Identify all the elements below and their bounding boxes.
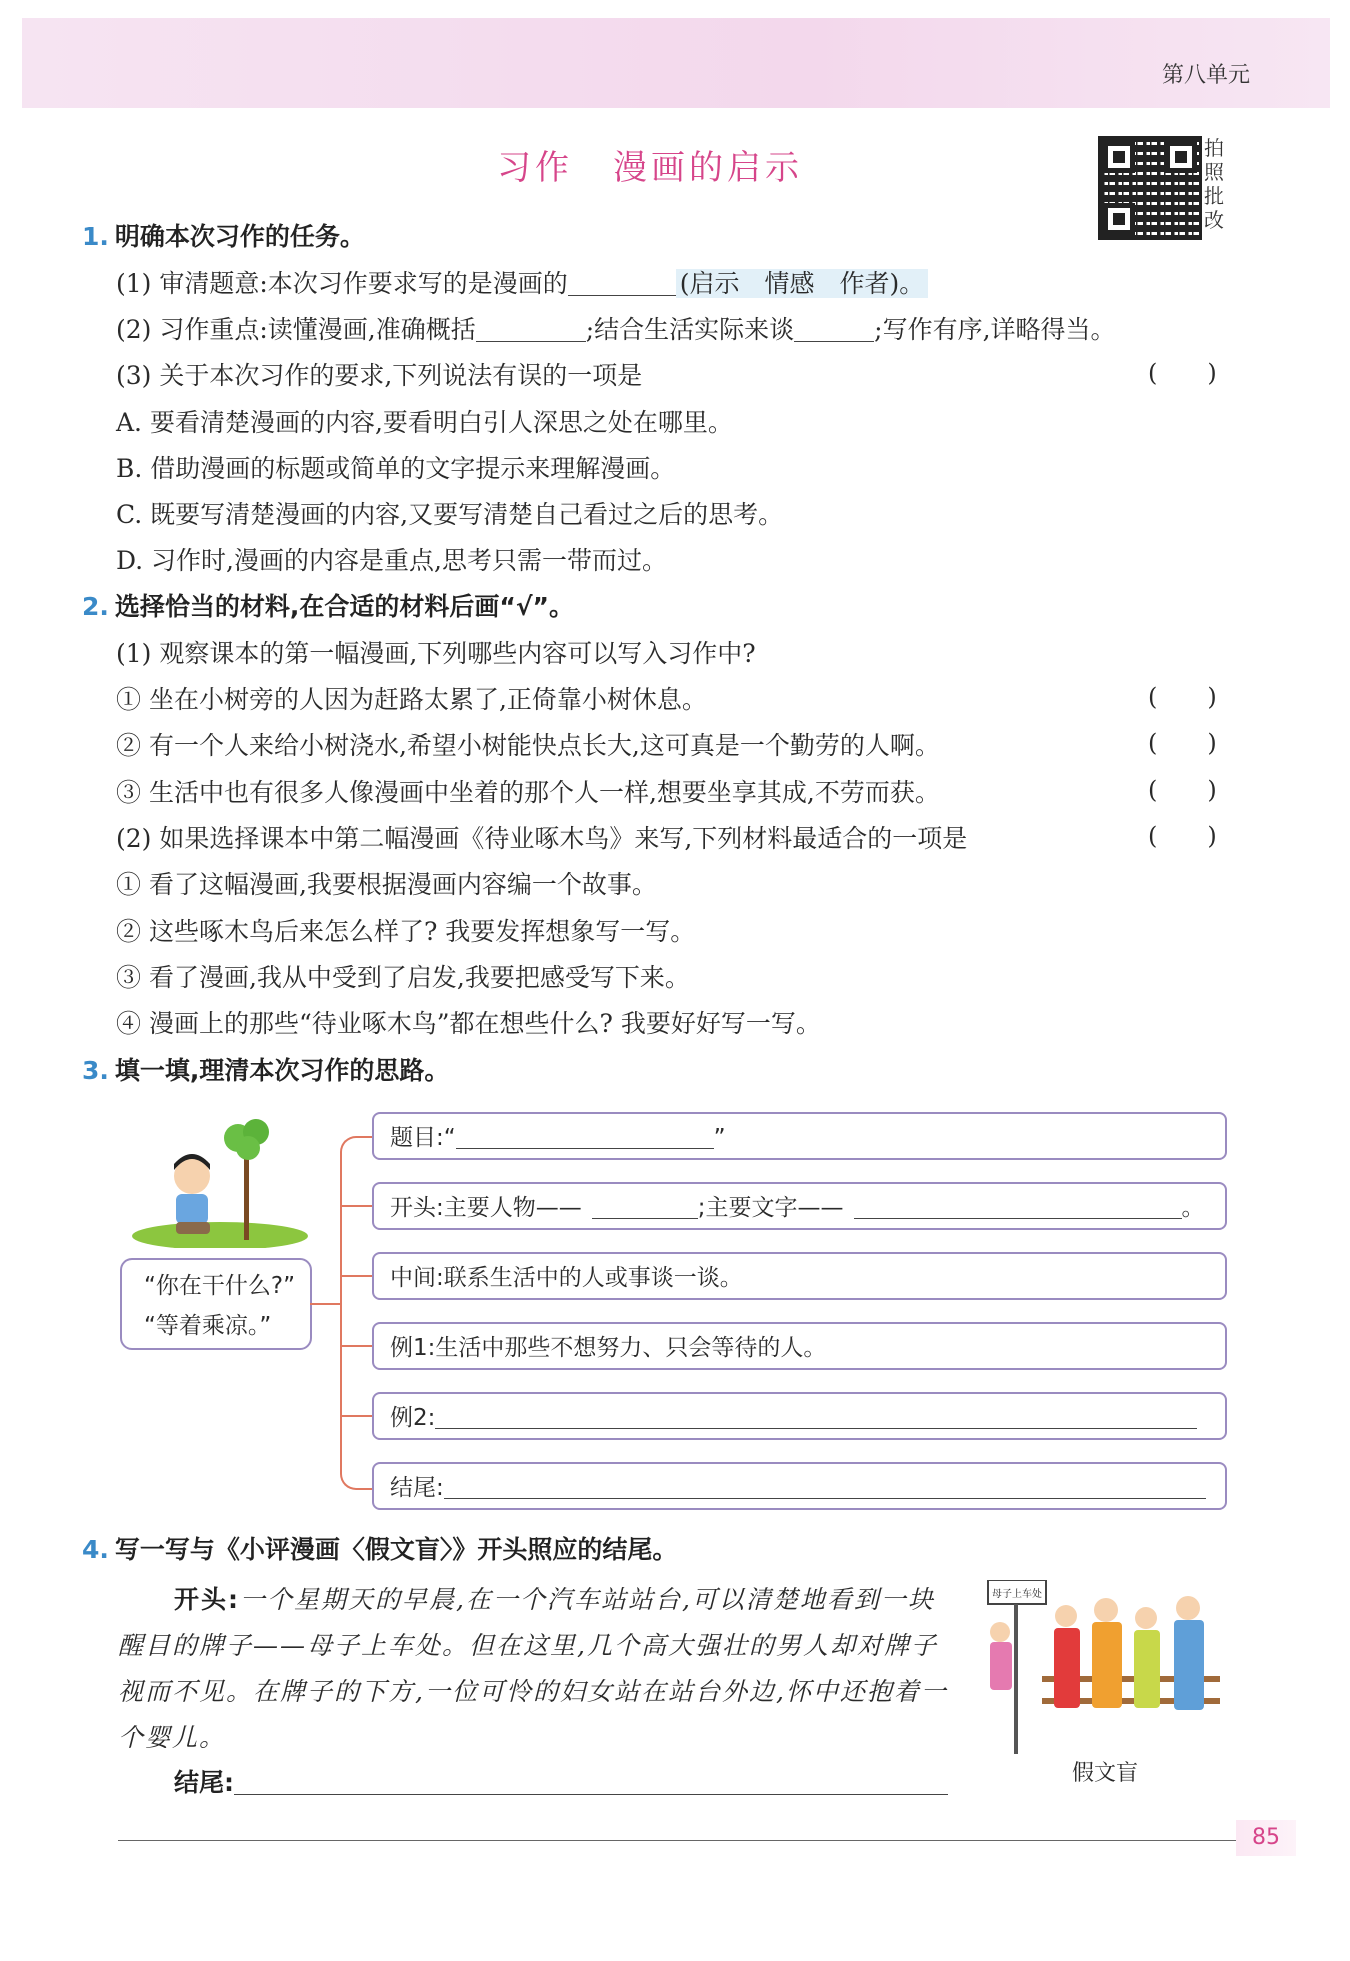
q1-s3-answer-paren[interactable]: ( ) xyxy=(1148,359,1217,387)
q1-s2-blank2[interactable] xyxy=(794,315,874,342)
q1-number: 1. xyxy=(82,222,109,251)
qr-label: 拍 照 批 改 xyxy=(1204,136,1224,232)
q2-s1: (1) 观察课本的第一幅漫画,下列哪些内容可以写入习作中? xyxy=(116,639,756,668)
q1-s2: (2) 习作重点:读懂漫画,准确概括 ;结合生活实际来谈 ;写作有序,详略得当。 xyxy=(116,315,1116,344)
q4-opening-label: 开头: xyxy=(174,1585,240,1614)
mindmap-brace xyxy=(340,1136,374,1490)
header-band xyxy=(22,18,1330,108)
main-text-blank[interactable] xyxy=(854,1192,1182,1219)
outline-box-ending: 结尾: xyxy=(372,1462,1227,1510)
mindmap-stem xyxy=(310,1303,342,1305)
outline-box-title: 题目:“ ” xyxy=(372,1112,1227,1160)
outline-box-opening: 开头:主要人物—— ;主要文字—— 。 xyxy=(372,1182,1227,1230)
q2-s2-item1: ① 看了这幅漫画,我要根据漫画内容编一个故事。 xyxy=(116,870,657,899)
q2-s1-item2-paren[interactable]: ( ) xyxy=(1148,729,1217,757)
q1-s2-blank1[interactable] xyxy=(476,315,586,342)
q4-number: 4. xyxy=(82,1535,109,1564)
q2-s1-item1-paren[interactable]: ( ) xyxy=(1148,683,1217,711)
q2-s2-item4: ④ 漫画上的那些“待业啄木鸟”都在想些什么? 我要好好写一写。 xyxy=(116,1009,821,1038)
sign-text: 母子上车处 xyxy=(992,1589,1042,1600)
q4-heading: 4. 写一写与《小评漫画〈假文盲〉》开头照应的结尾。 xyxy=(82,1535,678,1564)
qr-code-icon[interactable] xyxy=(1098,136,1202,240)
title-blank[interactable] xyxy=(456,1122,714,1149)
speech-line2: “等着乘凉。” xyxy=(144,1313,272,1339)
title-part1: 习作 xyxy=(497,148,573,188)
q1-s1: (1) 审清题意:本次习作要求写的是漫画的 (启示 情感 作者)。 xyxy=(116,267,928,301)
speech-bubble xyxy=(120,1258,312,1350)
q1-option-c: C. 既要写清楚漫画的内容,又要写清楚自己看过之后的思考。 xyxy=(116,500,784,529)
q1-option-a: A. 要看清楚漫画的内容,要看明白引人深思之处在哪里。 xyxy=(116,408,733,437)
q2-s1-item3: ③ 生活中也有很多人像漫画中坐着的那个人一样,想要坐享其成,不劳而获。 xyxy=(116,778,940,807)
q3-number: 3. xyxy=(82,1056,109,1085)
cartoon-fake-illiterate xyxy=(982,1580,1222,1755)
q2-number: 2. xyxy=(82,592,109,621)
example2-blank[interactable] xyxy=(435,1402,1197,1429)
q2-s1-item1: ① 坐在小树旁的人因为赶路太累了,正倚靠小树休息。 xyxy=(116,685,707,714)
footer-line xyxy=(118,1840,1236,1841)
q3-heading: 3. 填一填,理清本次习作的思路。 xyxy=(82,1056,450,1085)
title-part2: 漫画的启示 xyxy=(613,148,803,188)
q1-s1-blank[interactable] xyxy=(568,269,676,296)
q2-s1-item3-paren[interactable]: ( ) xyxy=(1148,776,1217,804)
q2-heading: 2. 选择恰当的材料,在合适的材料后画“√”。 xyxy=(82,592,574,621)
q4-ending-blank[interactable] xyxy=(234,1768,948,1795)
q2-s2-item2: ② 这些啄木鸟后来怎么样了? 我要发挥想象写一写。 xyxy=(116,917,696,946)
q1-option-d: D. 习作时,漫画的内容是重点,思考只需一带而过。 xyxy=(116,546,667,575)
main-character-blank[interactable] xyxy=(592,1192,698,1219)
q2-s2-paren[interactable]: ( ) xyxy=(1148,822,1217,850)
speech-line1: “你在干什么?” xyxy=(144,1273,296,1299)
page-number: 85 xyxy=(1236,1820,1296,1856)
q4-opening-paragraph xyxy=(118,1577,958,1761)
q1-option-b: B. 借助漫画的标题或简单的文字提示来理解漫画。 xyxy=(116,454,676,483)
ending-blank[interactable] xyxy=(444,1472,1206,1499)
q4-ending xyxy=(174,1766,948,1800)
q2-s2: (2) 如果选择课本中第二幅漫画《待业啄木鸟》来写,下列材料最适合的一项是 xyxy=(116,824,968,853)
q4-ending-label: 结尾: xyxy=(174,1768,234,1797)
outline-box-example2: 例2: xyxy=(372,1392,1227,1440)
q1-heading: 1. 明确本次习作的任务。 xyxy=(82,222,365,251)
q2-s2-item3: ③ 看了漫画,我从中受到了启发,我要把感受写下来。 xyxy=(116,963,690,992)
outline-box-example1: 例1:生活中那些不想努力、只会等待的人。 xyxy=(372,1322,1227,1370)
q4-opening-text: 一个星期天的早晨,在一个汽车站站台,可以清楚地看到一块醒目的牌子——母子上车处。但在这里,几个高大强壮的男人却对牌子视而不见。在牌子的下方,一位可怜的妇女站在站台外边,怀中还抱着一个婴儿。 xyxy=(118,1585,948,1752)
cartoon-boy-tree xyxy=(132,1118,308,1248)
q1-s3: (3) 关于本次习作的要求,下列说法有误的一项是 xyxy=(116,361,643,390)
unit-label: 第八单元 xyxy=(1161,63,1250,88)
q2-s1-item2: ② 有一个人来给小树浇水,希望小树能快点长大,这可真是一个勤劳的人啊。 xyxy=(116,731,940,760)
q1-s1-choices: (启示 情感 作者)。 xyxy=(676,269,929,298)
outline-box-middle: 中间:联系生活中的人或事谈一谈。 xyxy=(372,1252,1227,1300)
cartoon-caption: 假文盲 xyxy=(1072,1761,1139,1786)
